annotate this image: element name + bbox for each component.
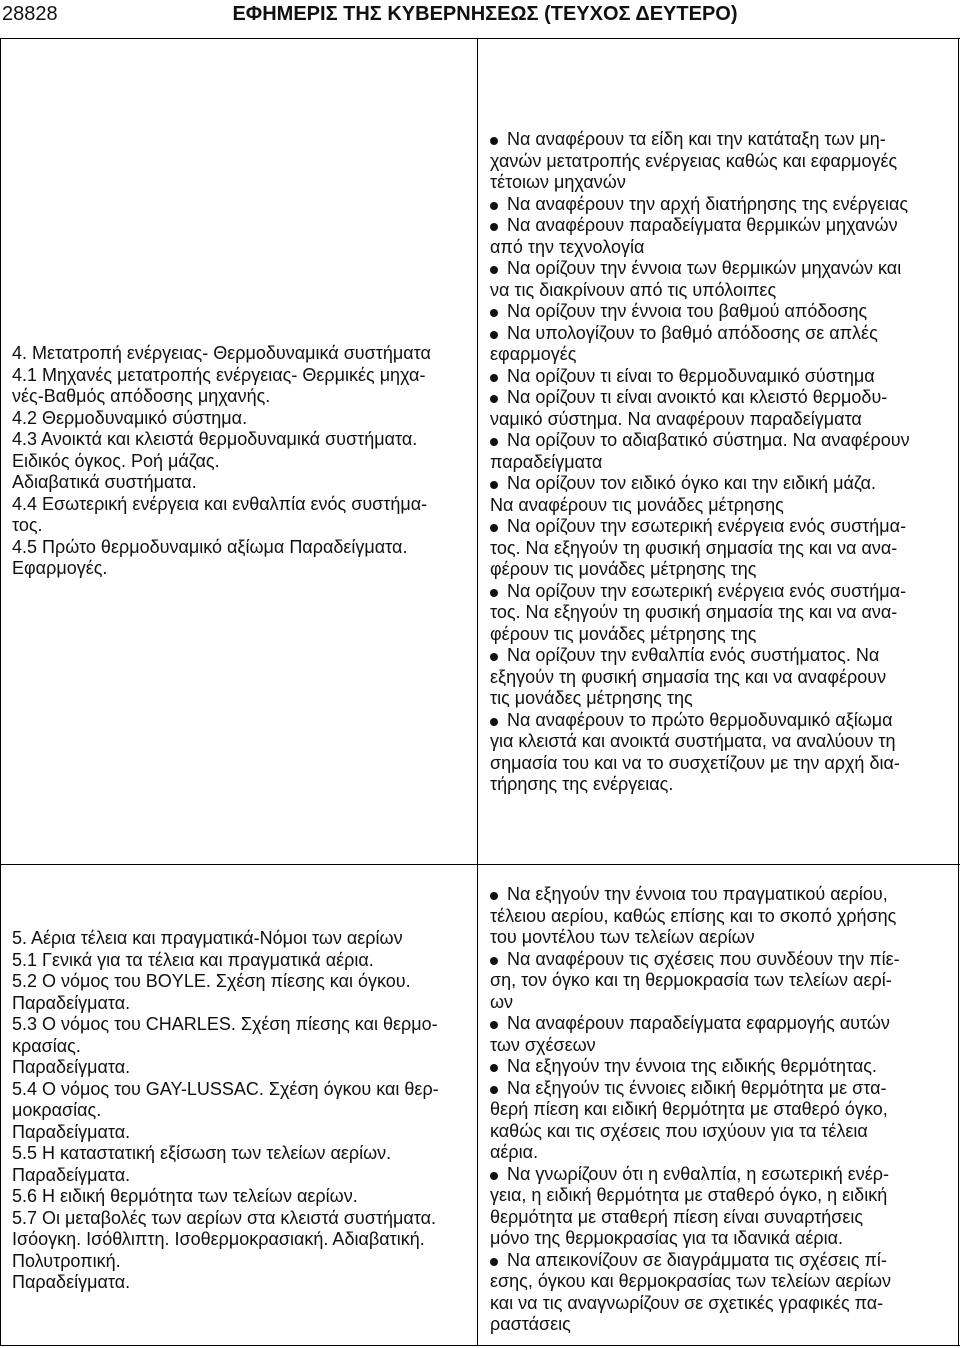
topics-cell [12, 343, 472, 580]
text-line [490, 906, 952, 928]
bullet-icon [490, 1013, 507, 1035]
text-line [12, 343, 472, 365]
bullet-icon [490, 1056, 507, 1078]
objective-item [490, 645, 952, 710]
line-text: εφαρμογές [490, 344, 577, 364]
bullet-icon [490, 215, 507, 237]
text-line [490, 473, 952, 495]
line-text: εξηγούν τη φυσική σημασία της και να αναφέρουν [490, 666, 887, 687]
text-line [490, 258, 952, 280]
text-line [490, 1056, 952, 1078]
line-text: κρασίας. [12, 1035, 81, 1056]
bullet-icon [490, 1078, 507, 1100]
text-line [490, 280, 952, 302]
table-top-border [0, 38, 960, 39]
line-text: Εφαρμογές. [12, 558, 108, 578]
line-text: 5.3 Ο νόμος του CHARLES. Σχέση πίεσης και θερμο- [12, 1014, 438, 1034]
line-text: τις μονάδες μέτρησης της [490, 688, 693, 708]
text-line [490, 1099, 952, 1121]
objective-item [490, 710, 952, 796]
objective-item [490, 258, 952, 301]
text-line [490, 1271, 952, 1293]
text-line [12, 365, 472, 387]
line-text: 5.4 Ο νόμος του GAY-LUSSAC. Σχέση όγκου και θερ- [12, 1078, 439, 1099]
text-line [490, 774, 952, 796]
line-text: Να ορίζουν το αδιαβατικό σύστημα. Να αναφέρουν [507, 430, 910, 450]
text-line [12, 993, 472, 1015]
text-line [490, 1013, 952, 1035]
line-text: μοκρασίας. [12, 1100, 102, 1120]
line-text: Να ορίζουν την έννοια του βαθμού απόδοσης [507, 301, 868, 321]
text-line [490, 710, 952, 732]
objective-item [490, 129, 952, 194]
line-text: 4.2 Θερμοδυναμικό σύστημα. [12, 407, 248, 428]
line-text: τέτοιων μηχανών [490, 172, 626, 192]
text-line [12, 1186, 472, 1208]
row-divider [0, 864, 960, 865]
line-text: Να αναφέρουν την αρχή διατήρησης της ενέργειας [507, 193, 909, 214]
objective-item [490, 366, 952, 388]
line-text: Να υπολογίζουν το βαθμό απόδοσης σε απλές [507, 322, 878, 343]
bullet-icon [490, 1164, 507, 1186]
text-line [490, 1035, 952, 1057]
text-line [12, 1057, 472, 1079]
line-text: Να ορίζουν την έννοια των θερμικών μηχανών και [507, 258, 902, 278]
objective-item [490, 949, 952, 1014]
text-line [490, 731, 952, 753]
text-line [490, 323, 952, 345]
text-line [490, 151, 952, 173]
bullet-icon [490, 323, 507, 345]
text-line [490, 970, 952, 992]
line-text: από την τεχνολογία [490, 236, 645, 257]
text-line [12, 1122, 472, 1144]
line-text: Να απεικονίζουν σε διαγράμματα τις σχέσεις πί- [507, 1249, 887, 1270]
text-line [490, 1228, 952, 1250]
line-text: 4.3 Ανοικτά και κλειστά θερμοδυναμικά συστήματα. [12, 429, 418, 449]
line-text: σημασία του και να το συσχετίζουν με την αρχή δια- [490, 752, 900, 773]
text-line [490, 237, 952, 259]
text-line [490, 129, 952, 151]
line-text: Να εξηγούν την έννοια της ειδικής θερμότητας. [507, 1056, 877, 1076]
objective-item [490, 1250, 952, 1336]
line-text: εσης, όγκου και θερμοκρασίας των τελείων αερίων [490, 1271, 891, 1291]
bullet-icon [490, 194, 507, 216]
line-text: 4.4 Εσωτερική ενέργεια και ενθαλπία ενός συστήμα- [12, 493, 428, 514]
gazette-title: ΕΦΗΜΕΡΙΣ ΤΗΣ ΚΥΒΕΡΝΗΣΕΩΣ (ΤΕΥΧΟΣ ΔΕΥΤΕΡΟ) [232, 3, 738, 25]
line-text: Να αναφέρουν παραδείγματα εφαρμογής αυτών [507, 1013, 890, 1033]
line-text: ων [490, 991, 514, 1012]
line-text: Να ορίζουν την εσωτερική ενέργεια ενός συστήμα- [507, 516, 907, 536]
line-text: για κλειστά και ανοικτά συστήματα, να αναλύουν τη [490, 731, 896, 751]
bullet-icon [490, 430, 507, 452]
bullet-icon [490, 387, 507, 409]
line-text: φέρουν τις μονάδες μέτρησης της [490, 559, 757, 579]
text-line [490, 430, 952, 452]
line-text: 4.5 Πρώτο θερμοδυναμικό αξίωμα Παραδείγματα. [12, 536, 408, 557]
line-text: τος. [12, 515, 43, 535]
text-line [12, 1272, 472, 1294]
line-text: καθώς και τις σχέσεις που ισχύουν για τα τέλεια [490, 1120, 868, 1141]
line-text: των σχέσεων [490, 1034, 596, 1055]
line-text: θερή πίεση και ειδική θερμότητα με σταθερό όγκο, [490, 1099, 888, 1119]
objective-item [490, 581, 952, 646]
bullet-icon [490, 884, 507, 906]
line-text: 5.1 Γενικά για τα τέλεια και πραγματικά αέρια. [12, 949, 374, 970]
line-text: 5.7 Οι μεταβολές των αερίων στα κλειστά συστήματα. [12, 1207, 437, 1228]
line-text: νές-Βαθμός απόδοσης μηχανής. [12, 386, 271, 406]
objective-item [490, 516, 952, 581]
line-text: ραστάσεις [490, 1314, 571, 1334]
line-text: Να ορίζουν τι είναι το θερμοδυναμικό σύστημα [507, 365, 875, 386]
line-text: Παραδείγματα. [12, 1272, 131, 1292]
bullet-icon [490, 949, 507, 971]
line-text: Να αναφέρουν τις σχέσεις που συνδέουν την πίε- [507, 948, 900, 969]
text-line [490, 559, 952, 581]
text-line [490, 753, 952, 775]
text-line [490, 667, 952, 689]
objective-item [490, 387, 952, 430]
bullet-icon [490, 129, 507, 151]
line-text: Παραδείγματα. [12, 1057, 131, 1077]
line-text: 4.1 Μηχανές μετατροπής ενέργειας- Θερμικές μηχα- [12, 364, 426, 385]
line-text: να τις διακρίνουν από τις υπόλοιπες [490, 279, 777, 300]
text-line [490, 344, 952, 366]
text-line [12, 515, 472, 537]
text-line [12, 928, 472, 950]
objective-item [490, 1078, 952, 1164]
line-text: χανών μετατροπής ενέργειας καθώς και εφαρμογές [490, 150, 898, 171]
line-text: 5.2 Ο νόμος του BOYLE. Σχέση πίεσης και όγκου. [12, 971, 411, 991]
text-line [12, 451, 472, 473]
text-line [12, 1100, 472, 1122]
line-text: Παραδείγματα. [12, 1164, 131, 1185]
text-line [490, 366, 952, 388]
objective-item [490, 323, 952, 366]
text-line [12, 537, 472, 559]
bullet-icon [490, 1250, 507, 1272]
text-line [490, 645, 952, 667]
objective-item [490, 884, 952, 949]
text-line [490, 1293, 952, 1315]
line-text: Ειδικός όγκος. Ροή μάζας. [12, 450, 220, 471]
text-line [490, 215, 952, 237]
text-line [12, 558, 472, 580]
objective-item [490, 301, 952, 323]
text-line [490, 1121, 952, 1143]
line-text: 5.6 Η ειδική θερμότητα των τελείων αερίων. [12, 1186, 358, 1206]
line-text: αέρια. [490, 1142, 539, 1162]
text-line [12, 1079, 472, 1101]
table-right-border [958, 38, 959, 1346]
bullet-icon [490, 645, 507, 667]
objectives-cell [490, 884, 952, 1336]
line-text: Πολυτροπική. [12, 1250, 121, 1271]
text-line [490, 884, 952, 906]
line-text: τος. Να εξηγούν τη φυσική σημασία της και να ανα- [490, 602, 898, 622]
line-text: Να εξηγούν την έννοια του πραγματικού αερίου, [507, 884, 888, 904]
objective-item [490, 430, 952, 473]
line-text: Να αναφέρουν παραδείγματα θερμικών μηχανών [507, 215, 898, 235]
text-line [490, 1314, 952, 1336]
line-text: φέρουν τις μονάδες μέτρησης της [490, 623, 757, 644]
text-line [490, 688, 952, 710]
text-line [490, 624, 952, 646]
objective-item [490, 473, 952, 516]
text-line [490, 1250, 952, 1272]
text-line [490, 1185, 952, 1207]
line-text: μόνο της θερμοκρασίας για τα ιδανικά αέρια. [490, 1228, 844, 1248]
text-line [12, 494, 472, 516]
line-text: Να ορίζουν την εσωτερική ενέργεια ενός συστήμα- [507, 580, 907, 601]
objective-item [490, 194, 952, 216]
text-line [490, 1207, 952, 1229]
line-text: παραδείγματα [490, 451, 603, 472]
bullet-icon [490, 366, 507, 388]
bullet-icon [490, 516, 507, 538]
text-line [490, 409, 952, 431]
text-line [12, 386, 472, 408]
text-line [12, 1036, 472, 1058]
text-line [490, 301, 952, 323]
objectives-cell [490, 129, 952, 796]
line-text: Παραδείγματα. [12, 992, 131, 1013]
line-text: Να αναφέρουν τα είδη και την κατάταξη των μη- [507, 129, 886, 149]
text-line [12, 1165, 472, 1187]
text-line [12, 971, 472, 993]
text-line [490, 949, 952, 971]
text-line [490, 452, 952, 474]
table-bottom-border [0, 1345, 960, 1346]
line-text: ναμικό σύστημα. Να αναφέρουν παραδείγματα [490, 408, 862, 429]
line-text: Να ορίζουν τον ειδικό όγκο και την ειδική μάζα. [507, 473, 877, 493]
text-line [12, 950, 472, 972]
line-text: τος. Να εξηγούν τη φυσική σημασία της και να ανα- [490, 537, 898, 558]
line-text: Ισόογκη. Ισόθλιπτη. Ισοθερμοκρασιακή. Αδιαβατική. [12, 1229, 425, 1249]
text-line [12, 429, 472, 451]
page-number: 28828 [2, 3, 58, 25]
line-text: 5. Αέρια τέλεια και πραγματικά-Νόμοι των αερίων [12, 928, 403, 948]
line-text: 4. Μετατροπή ενέργειας- Θερμοδυναμικά συστήματα [12, 343, 431, 363]
text-line [12, 1208, 472, 1230]
column-divider [477, 38, 478, 1346]
line-text: Να γνωρίζουν ότι η ενθαλπία, η εσωτερική ενέρ- [507, 1163, 890, 1184]
text-line [12, 472, 472, 494]
text-line [490, 387, 952, 409]
text-line [490, 194, 952, 216]
line-text: Να αναφέρουν το πρώτο θερμοδυναμικό αξίωμα [507, 709, 893, 730]
line-text: Να εξηγούν τις έννοιες ειδική θερμότητα με στα- [507, 1077, 887, 1098]
text-line [12, 1143, 472, 1165]
text-line [490, 581, 952, 603]
objective-item [490, 1056, 952, 1078]
line-text: τέλειου αερίου, καθώς επίσης και το σκοπό χρήσης [490, 905, 897, 926]
text-line [490, 1078, 952, 1100]
objective-item [490, 1013, 952, 1056]
text-line [490, 516, 952, 538]
table-left-border [0, 38, 1, 1346]
text-line [490, 538, 952, 560]
text-line [490, 992, 952, 1014]
line-text: ση, τον όγκο και τη θερμοκρασία των τελείων αερί- [490, 970, 892, 990]
bullet-icon [490, 258, 507, 280]
text-line [490, 1164, 952, 1186]
bullet-icon [490, 581, 507, 603]
objective-item [490, 215, 952, 258]
line-text: Να ορίζουν την ενθαλπία ενός συστήματος. Να [507, 645, 880, 665]
bullet-icon [490, 473, 507, 495]
line-text: και να τις αναγνωρίζουν σε σχετικές γραφικές πα- [490, 1292, 884, 1313]
text-line [490, 927, 952, 949]
line-text: Παραδείγματα. [12, 1121, 131, 1142]
line-text: Να ορίζουν τι είναι ανοικτό και κλειστό θερμοδυ- [507, 387, 888, 407]
text-line [12, 408, 472, 430]
text-line [490, 172, 952, 194]
line-text: 5.5 Η καταστατική εξίσωση των τελείων αερίων. [12, 1143, 392, 1163]
line-text: γεια, η ειδική θερμότητα με σταθερό όγκο, η ειδική [490, 1185, 888, 1205]
line-text: τήρησης της ενέργειας. [490, 774, 674, 794]
line-text: Αδιαβατικά συστήματα. [12, 472, 197, 492]
text-line [490, 495, 952, 517]
line-text: θερμότητα με σταθερή πίεση είναι συναρτήσεις [490, 1206, 864, 1227]
text-line [12, 1014, 472, 1036]
text-line [12, 1251, 472, 1273]
bullet-icon [490, 301, 507, 323]
line-text: Να αναφέρουν τις μονάδες μέτρησης [490, 494, 784, 515]
line-text: του μοντέλου των τελείων αερίων [490, 927, 755, 947]
text-line [490, 602, 952, 624]
bullet-icon [490, 710, 507, 732]
objective-item [490, 1164, 952, 1250]
text-line [12, 1229, 472, 1251]
topics-cell [12, 928, 472, 1294]
text-line [490, 1142, 952, 1164]
